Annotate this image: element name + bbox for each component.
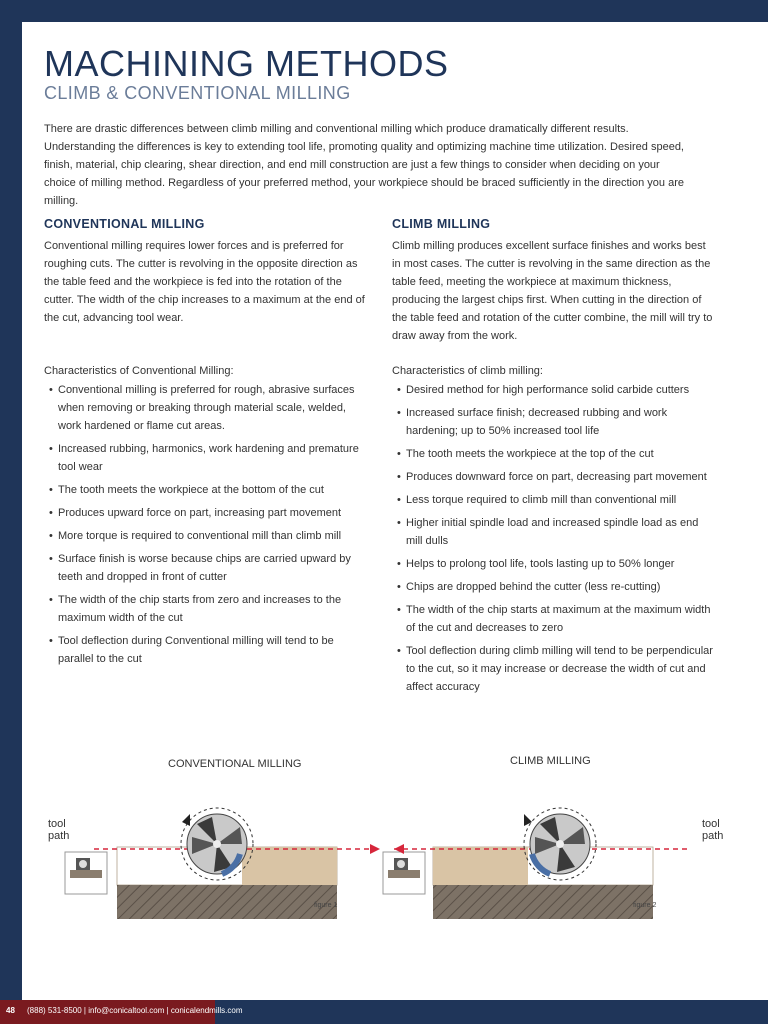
tool-path-label-right: tool path: [702, 818, 724, 842]
inset-icon: [383, 852, 425, 894]
footer-contact: (888) 531-8500 | info@conicaltool.com | conicalendmills.com: [27, 1006, 243, 1015]
conventional-heading: CONVENTIONAL MILLING: [44, 217, 205, 231]
list-item: • The tooth meets the workpiece at the bottom of the cut: [49, 484, 324, 496]
page-number: 48: [6, 1006, 15, 1015]
list-item: • The width of the chip starts from zero and increases to the maximum width of the cut: [49, 594, 342, 624]
list-item: • Surface finish is worse because chips are carried upward by teeth and dropped in front of cutter: [49, 553, 351, 583]
inset-icon: [65, 852, 107, 894]
list-item: • The width of the chip starts at maximum at the maximum width of the cut and decreases to zero: [397, 604, 711, 634]
list-item: • The tooth meets the workpiece at the top of the cut: [397, 448, 654, 460]
conventional-characteristics: [44, 362, 366, 673]
climb-characteristics-heading: Characteristics of climb milling:: [392, 365, 543, 377]
conventional-column: [44, 215, 366, 327]
climb-heading: CLIMB MILLING: [392, 217, 491, 231]
list-item: • Helps to prolong tool life, tools lasting up to 50% longer: [397, 558, 675, 570]
list-item: • Tool deflection during Conventional milling will tend to be parallel to the cut: [49, 635, 334, 665]
climb-column: [392, 215, 714, 345]
climb-characteristics-list: [392, 381, 714, 696]
list-item: • Conventional milling is preferred for rough, abrasive surfaces when removing or breaking through material scale, welded, work hardened or flame cut areas.: [49, 384, 355, 432]
tool-path-label-left: tool path: [48, 818, 70, 842]
figure1-caption: figure 1: [314, 902, 338, 909]
figure2-title: CLIMB MILLING: [510, 755, 591, 767]
page-subtitle: CLIMB & CONVENTIONAL MILLING: [44, 83, 351, 103]
list-item: • Higher initial spindle load and increased spindle load as end mill dulls: [397, 517, 699, 547]
conventional-characteristics-heading: Characteristics of Conventional Milling:: [44, 365, 234, 377]
footer-bar: [0, 1000, 768, 1024]
conventional-milling-diagram: [62, 782, 382, 922]
list-item: • More torque is required to conventional mill than climb mill: [49, 530, 342, 542]
conventional-characteristics-list: [44, 381, 366, 668]
page-title: MACHINING METHODS: [44, 43, 449, 84]
climb-body: Climb milling produces excellent surface finishes and works best in most cases. The cutter is revolving in the same direction as the table feed, meeting the workpiece at maximum thickness, producing the largest chips first. When cutting in the direction of the table feed and rotation of the cutter combine, the mill will try to draw away from the work.: [392, 240, 713, 342]
page-sheet: [22, 22, 768, 1000]
list-item: • Less torque required to climb mill than conventional mill: [397, 494, 677, 506]
climb-characteristics: [392, 362, 714, 701]
intro-paragraph: There are drastic differences between climb milling and conventional milling which produce dramatically different results. Understanding the differences is key to extending tool life, promoting quality and optimizing machine time utilization. Desired speed, finish, material, chip clearing, shear direction, and end mill construction are just a few things to consider when deciding on your choice of milling method. Regardless of your preferred method, your workpiece should be braced sufficiently in the direction you are milling.: [44, 123, 684, 207]
figure2-caption: figure 2: [633, 902, 657, 909]
top-border: [0, 0, 768, 22]
list-item: • Increased surface finish; decreased rubbing and work hardening; up to 50% increased tool life: [397, 407, 668, 437]
figure1-title: CONVENTIONAL MILLING: [168, 758, 302, 770]
list-item: • Desired method for high performance solid carbide cutters: [397, 384, 690, 396]
list-item: • Produces upward force on part, increasing part movement: [49, 507, 342, 519]
list-item: • Produces downward force on part, decreasing part movement: [397, 471, 707, 483]
list-item: • Tool deflection during climb milling will tend to be perpendicular to the cut, so it may increase or decrease the width of cut and affect accuracy: [397, 645, 713, 693]
conventional-body: Conventional milling requires lower forces and is preferred for roughing cuts. The cutter is revolving in the opposite direction as the table feed and the workpiece is fed into the rotation of the cutter. The width of the chip increases to a maximum at the end of the cut, advancing tool wear.: [44, 240, 365, 324]
climb-milling-diagram: [380, 782, 700, 922]
list-item: • Increased rubbing, harmonics, work hardening and premature tool wear: [49, 443, 359, 473]
list-item: • Chips are dropped behind the cutter (less re-cutting): [397, 581, 661, 593]
